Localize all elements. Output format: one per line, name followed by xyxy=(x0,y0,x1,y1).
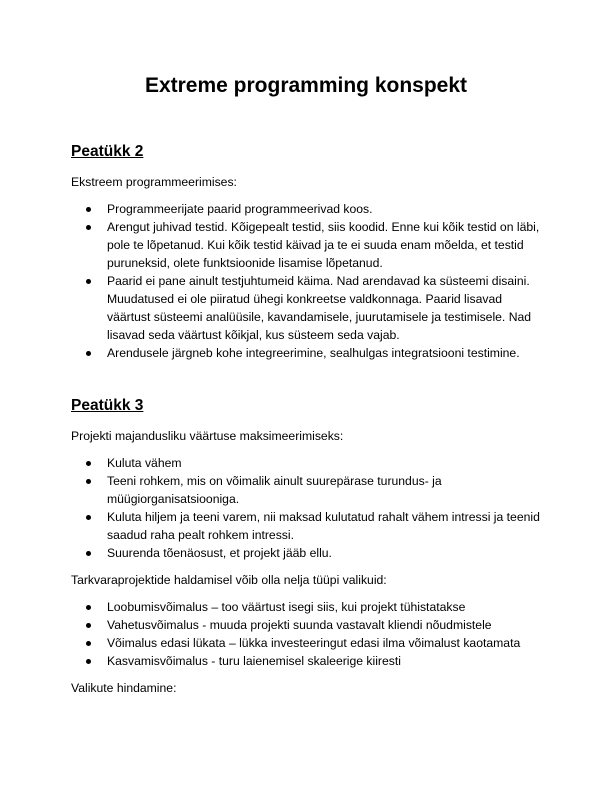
list-item xyxy=(71,472,541,508)
chapter-3-intro: Projekti majandusliku väärtuse maksimeerimiseks: xyxy=(71,429,344,443)
list-item xyxy=(71,598,541,616)
list-item xyxy=(71,616,541,634)
bullet-icon xyxy=(86,479,91,484)
list-item xyxy=(71,508,541,544)
list-item xyxy=(71,652,541,670)
options-intro: Tarkvaraprojektide haldamisel võib olla nelja tüüpi valikuid: xyxy=(71,573,387,587)
bullet-icon xyxy=(86,551,91,556)
list-item-text: Kuluta vähem xyxy=(107,456,182,470)
list-item-text: Kuluta hiljem ja teeni varem, nii maksad kulutatud rahalt vähem intressi ja teenid saadud raha pealt rohkem intressi. xyxy=(107,510,540,542)
list-item xyxy=(71,218,541,272)
chapter-2-bullet-list xyxy=(71,200,541,362)
bullet-icon xyxy=(86,623,91,628)
list-item-text: Loobumisvõimalus – too väärtust isegi siis, kui projekt tühistatakse xyxy=(107,600,466,614)
list-item-text: Paarid ei pane ainult testjuhtumeid käima. Nad arendavad ka süsteemi disaini. Muudatused ei ole piiratud ühegi konkreetse valdkonnaga. Paarid lisavad väärtust süsteemi analüüsile, kavandamisele, juurutamisele ja testimisele. Nad lisavad seda väärtust kõikjal, kus süsteem seda vajab. xyxy=(107,274,532,342)
list-item-text: Kasvamisvõimalus - turu laienemisel skaleerige kiiresti xyxy=(107,654,401,668)
list-item xyxy=(71,344,541,362)
list-item-text: Arengut juhivad testid. Kõigepealt testid, siis koodid. Enne kui kõik testid on läbi, pole te lõpetanud. Kui kõik testid käivad ja te ei suuda enam mõelda, et testid puruneksid, olete funktsioonide lisamise lõpetanud. xyxy=(107,220,540,270)
document-body xyxy=(71,72,541,697)
bullet-icon xyxy=(86,641,91,646)
list-item-text: Suurenda tõenäosust, et projekt jääb ellu. xyxy=(107,546,332,560)
bullet-icon xyxy=(86,225,91,230)
list-item xyxy=(71,272,541,344)
list-item-text: Võimalus edasi lükata – lükka investeeringut edasi ilma võimalust kaotamata xyxy=(107,636,521,650)
list-item xyxy=(71,544,541,562)
bullet-icon xyxy=(86,605,91,610)
bullet-icon xyxy=(86,207,91,212)
bullet-icon xyxy=(86,515,91,520)
list-item xyxy=(71,200,541,218)
list-item-text: Vahetusvõimalus - muuda projekti suunda vastavalt kliendi nõudmistele xyxy=(107,618,492,632)
document-title: Extreme programming konspekt xyxy=(144,74,468,97)
chapter-3-bullet-list xyxy=(71,454,541,562)
bullet-icon xyxy=(86,279,91,284)
list-item xyxy=(71,634,541,652)
bullet-icon xyxy=(86,351,91,356)
list-item-text: Teeni rohkem, mis on võimalik ainult suurepärase turundus- ja müügiorganisatsiooniga. xyxy=(107,474,442,506)
bullet-icon xyxy=(86,659,91,664)
list-item-text: Programmeerijate paarid programmeerivad koos. xyxy=(107,202,373,216)
list-item xyxy=(71,454,541,472)
options-bullet-list xyxy=(71,598,541,670)
chapter-2-heading: Peatükk 2 xyxy=(71,143,144,160)
list-item-text: Arendusele järgneb kohe integreerimine, sealhulgas integratsiooni testimine. xyxy=(107,346,520,360)
bullet-icon xyxy=(86,461,91,466)
chapter-2-intro: Ekstreem programmeerimises: xyxy=(71,175,237,189)
evaluation-label: Valikute hindamine: xyxy=(71,681,177,695)
chapter-3-heading: Peatükk 3 xyxy=(71,397,144,414)
